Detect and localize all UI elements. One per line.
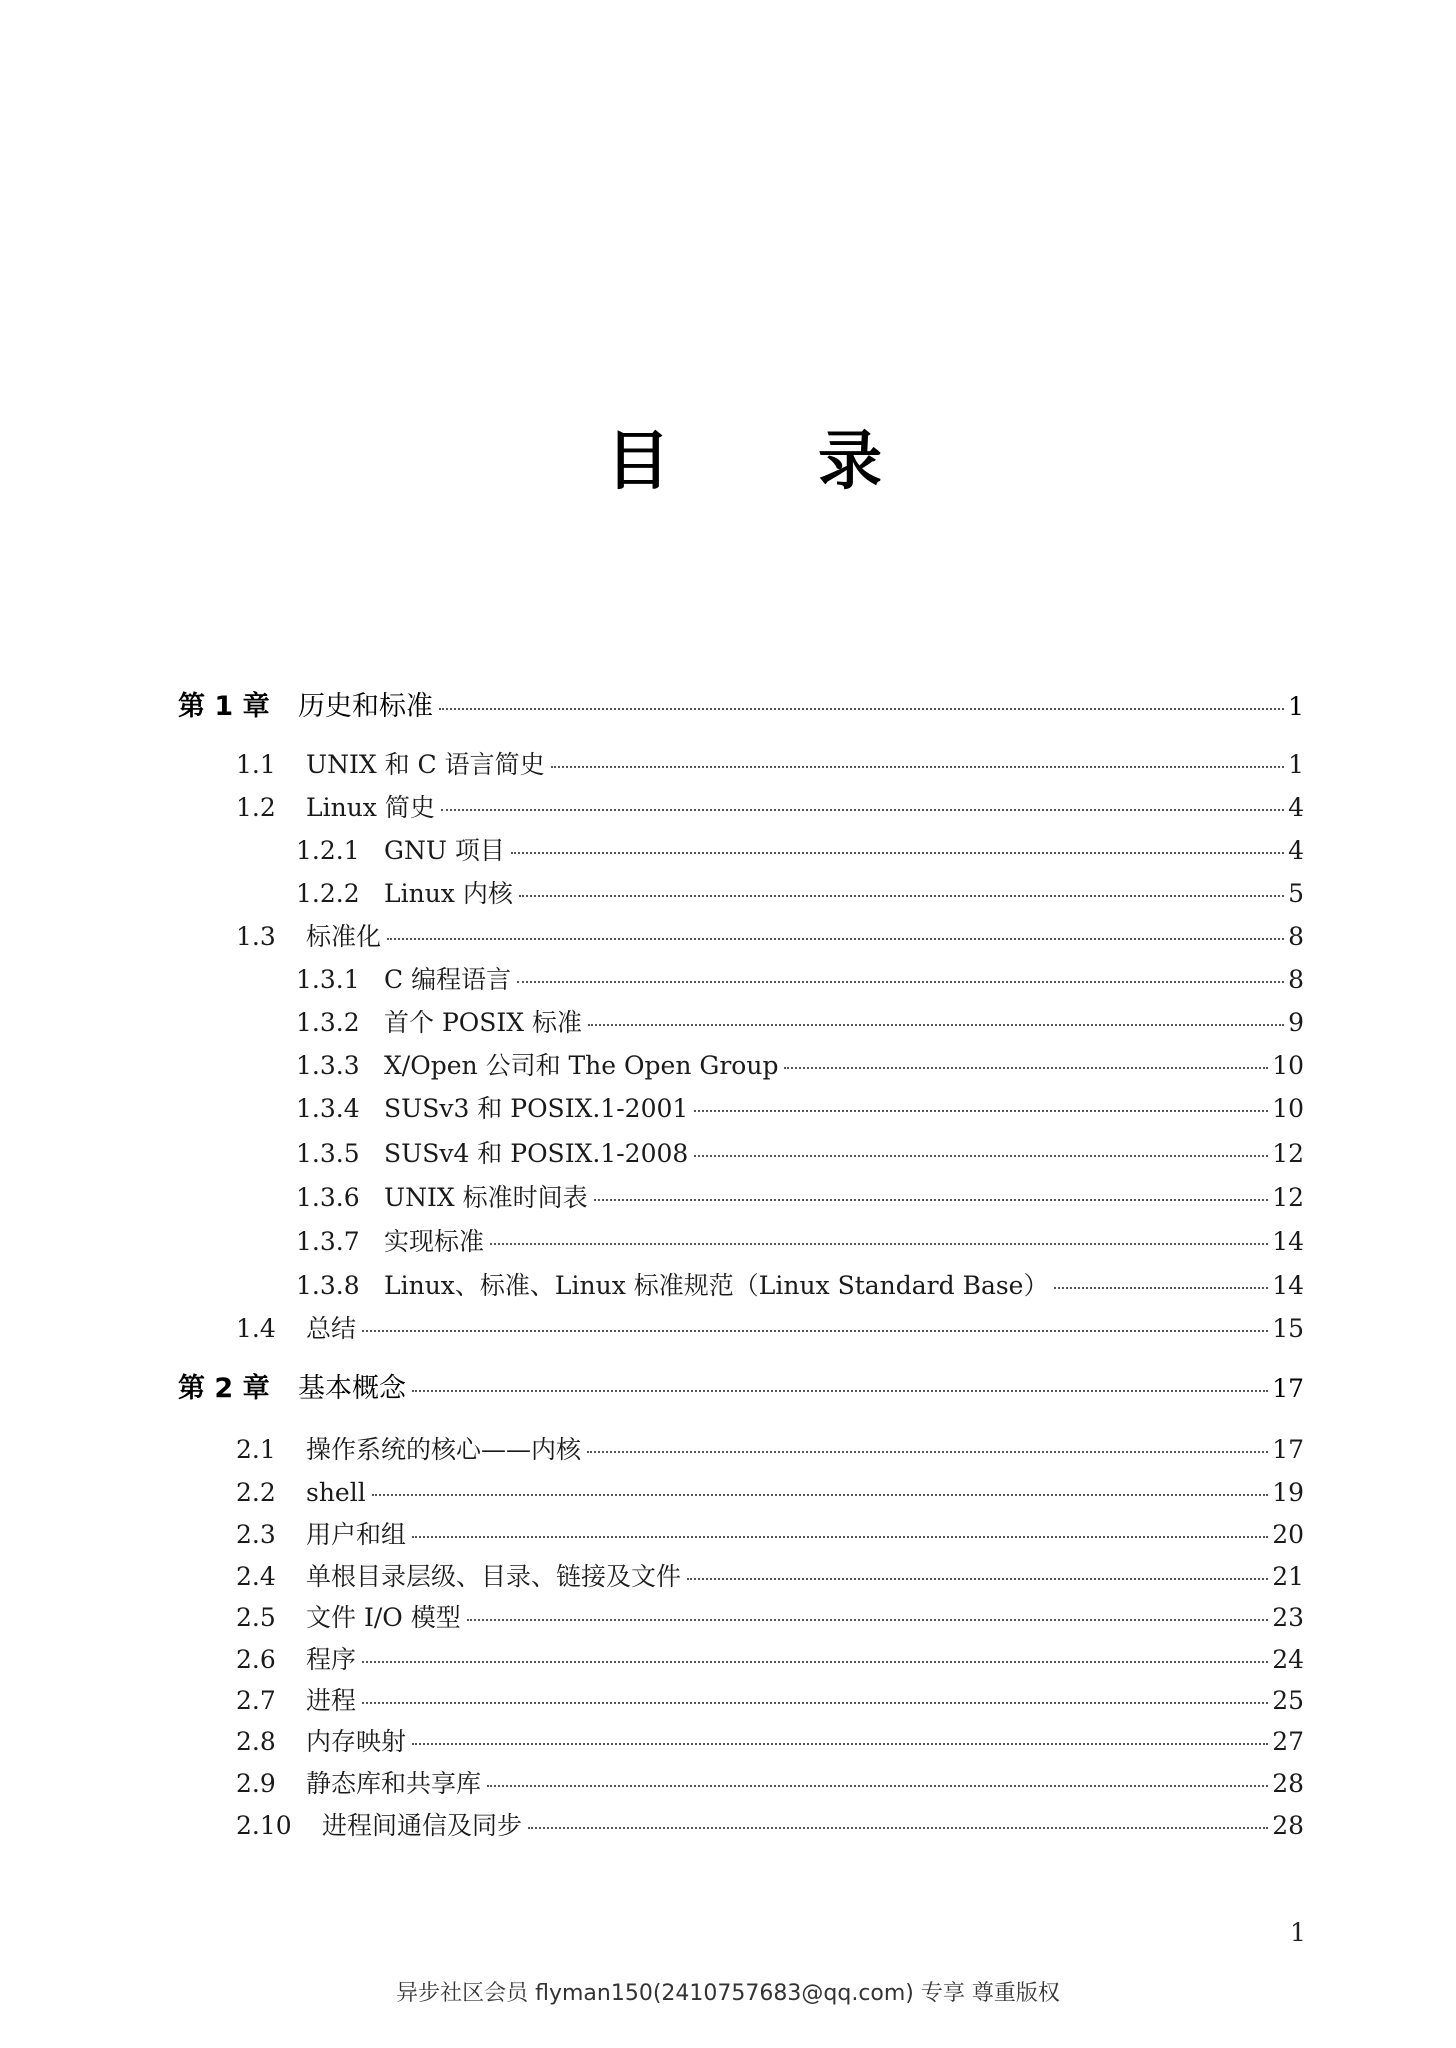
toc-chapter-row (178, 1369, 1304, 1409)
dot-leader (687, 1578, 1268, 1580)
dot-leader (490, 1243, 1268, 1245)
toc-entry-title: 实现标准 (384, 1227, 485, 1256)
toc-entry-number: 1.3.2 (296, 1008, 360, 1037)
toc-entry-title: GNU 项目 (384, 836, 505, 865)
toc-entry-number: 2.7 (236, 1686, 276, 1715)
toc-entry-title: Linux 内核 (384, 879, 513, 908)
toc-entry-title: shell (306, 1478, 366, 1507)
toc-entry-title: 文件 I/O 模型 (306, 1603, 461, 1632)
toc-entry-row (236, 745, 1304, 785)
toc-entry-title: SUSv3 和 POSIX.1-2001 (384, 1094, 689, 1123)
toc-entry-row (236, 1557, 1304, 1597)
toc-page-number: 14 (1272, 1271, 1304, 1300)
toc-entry-row (236, 1473, 1304, 1513)
toc-entry-row (296, 1003, 1304, 1043)
toc-entry-number: 2.10 (236, 1811, 292, 1840)
toc-page-number: 4 (1288, 793, 1304, 822)
toc-page-number: 28 (1272, 1769, 1304, 1798)
toc-entry-title: C 编程语言 (384, 965, 512, 994)
toc-entry-title: 静态库和共享库 (306, 1769, 482, 1798)
toc-entry-number: 第 2 章 (178, 1373, 270, 1404)
toc-entry-title: Linux 简史 (306, 793, 435, 822)
toc-entry-number: 1.3.6 (296, 1183, 360, 1212)
toc-entry-number: 2.1 (236, 1435, 276, 1464)
toc-entry-title: UNIX 标准时间表 (384, 1183, 588, 1212)
dot-leader (412, 1536, 1268, 1538)
dot-leader (694, 1155, 1268, 1157)
dot-leader (519, 895, 1284, 897)
toc-entry-title: 进程 (306, 1686, 357, 1715)
toc-page-number: 8 (1288, 922, 1304, 951)
toc-entry-row (236, 1309, 1304, 1349)
toc-entry-row (236, 1681, 1304, 1721)
table-of-contents (0, 687, 1456, 1887)
dot-leader (517, 981, 1284, 983)
toc-page-number: 24 (1272, 1645, 1304, 1674)
toc-entry-number: 1.3.1 (296, 965, 360, 994)
toc-page-number: 9 (1288, 1008, 1304, 1037)
dot-leader (694, 1110, 1268, 1112)
dot-leader (528, 1827, 1268, 1829)
toc-entry-title: 内存映射 (306, 1727, 407, 1756)
dot-leader (372, 1494, 1268, 1496)
toc-entry-title: 单根目录层级、目录、链接及文件 (306, 1562, 682, 1591)
toc-entry-title: 基本概念 (298, 1373, 406, 1404)
toc-page-number: 19 (1272, 1478, 1304, 1507)
toc-entry-number: 1.3.3 (296, 1051, 360, 1080)
toc-page-number: 20 (1272, 1520, 1304, 1549)
toc-entry-row (236, 1806, 1304, 1846)
title-char-2: 录 (818, 425, 882, 499)
toc-entry-number: 第 1 章 (178, 691, 270, 722)
toc-entry-row (296, 960, 1304, 1000)
toc-entry-row (296, 1134, 1304, 1174)
toc-entry-number: 2.5 (236, 1603, 276, 1632)
toc-entry-number: 2.9 (236, 1769, 276, 1798)
toc-entry-number: 1.3.8 (296, 1271, 360, 1300)
toc-page-number: 12 (1272, 1183, 1304, 1212)
dot-leader (467, 1619, 1268, 1621)
toc-page-number: 23 (1272, 1603, 1304, 1632)
watermark-text: 异步社区会员 flyman150(2410757683@qq.com) 专享 尊重版权 (396, 1981, 1060, 2006)
toc-entry-title: 标准化 (306, 922, 382, 951)
toc-entry-number: 2.6 (236, 1645, 276, 1674)
toc-page-number: 8 (1288, 965, 1304, 994)
toc-entry-number: 1.2 (236, 793, 276, 822)
toc-entry-number: 1.3 (236, 922, 276, 951)
toc-page-number: 5 (1288, 879, 1304, 908)
toc-page-number: 10 (1272, 1051, 1304, 1080)
toc-entry-number: 2.4 (236, 1562, 276, 1591)
toc-page-number: 4 (1288, 836, 1304, 865)
toc-entry-title: X/Open 公司和 The Open Group (384, 1051, 779, 1080)
toc-entry-title: 总结 (306, 1314, 357, 1343)
toc-page-number: 17 (1272, 1374, 1304, 1403)
toc-page-number: 17 (1272, 1435, 1304, 1464)
toc-entry-title: 程序 (306, 1645, 357, 1674)
toc-entry-title: 进程间通信及同步 (322, 1811, 523, 1840)
toc-entry-title: 历史和标准 (298, 691, 433, 722)
toc-entry-row (296, 1089, 1304, 1129)
dot-leader (551, 766, 1285, 768)
dot-leader (588, 1024, 1284, 1026)
toc-entry-title: Linux、标准、Linux 标准规范（Linux Standard Base） (384, 1271, 1049, 1300)
page-number: 1 (1290, 1918, 1306, 1947)
dot-leader (594, 1199, 1269, 1201)
dot-leader (387, 938, 1284, 940)
dot-leader (362, 1702, 1268, 1704)
toc-page-number: 12 (1272, 1139, 1304, 1168)
toc-page-number: 21 (1272, 1562, 1304, 1591)
dot-leader (412, 1743, 1268, 1745)
toc-entry-row (236, 917, 1304, 957)
toc-entry-title: SUSv4 和 POSIX.1-2008 (384, 1139, 689, 1168)
dot-leader (362, 1661, 1268, 1663)
toc-entry-number: 1.2.1 (296, 836, 360, 865)
toc-entry-number: 1.3.4 (296, 1094, 360, 1123)
toc-entry-row (296, 831, 1304, 871)
toc-page-number: 15 (1272, 1314, 1304, 1343)
dot-leader (511, 852, 1284, 854)
dot-leader (439, 708, 1284, 710)
toc-entry-number: 1.4 (236, 1314, 276, 1343)
toc-page-number: 25 (1272, 1686, 1304, 1715)
dot-leader (487, 1785, 1268, 1787)
toc-entry-number: 2.8 (236, 1727, 276, 1756)
toc-entry-row (236, 1722, 1304, 1762)
toc-entry-row (236, 1598, 1304, 1638)
toc-entry-row (296, 1222, 1304, 1262)
toc-page-number: 28 (1272, 1811, 1304, 1840)
toc-entry-row (296, 1266, 1304, 1306)
dot-leader (412, 1390, 1268, 1392)
dot-leader (441, 809, 1284, 811)
toc-entry-title: UNIX 和 C 语言简史 (306, 750, 545, 779)
toc-page-number: 10 (1272, 1094, 1304, 1123)
toc-chapter-row (178, 687, 1304, 727)
toc-entry-number: 1.3.7 (296, 1227, 360, 1256)
toc-page-number: 1 (1288, 750, 1304, 779)
dot-leader (1054, 1287, 1268, 1289)
toc-entry-row (296, 874, 1304, 914)
toc-entry-number: 1.1 (236, 750, 276, 779)
toc-entry-title: 操作系统的核心——内核 (306, 1435, 582, 1464)
toc-entry-number: 1.3.5 (296, 1139, 360, 1168)
toc-entry-row (236, 1515, 1304, 1555)
toc-entry-number: 1.2.2 (296, 879, 360, 908)
toc-entry-row (236, 1430, 1304, 1470)
toc-entry-title: 首个 POSIX 标准 (384, 1008, 583, 1037)
toc-page-number: 1 (1288, 692, 1304, 721)
title-char-1: 目 (606, 425, 670, 499)
toc-entry-number: 2.3 (236, 1520, 276, 1549)
dot-leader (784, 1067, 1268, 1069)
toc-entry-row (296, 1178, 1304, 1218)
toc-entry-title: 用户和组 (306, 1520, 407, 1549)
toc-entry-row (236, 1640, 1304, 1680)
dot-leader (587, 1451, 1268, 1453)
toc-entry-row (236, 1764, 1304, 1804)
toc-entry-number: 2.2 (236, 1478, 276, 1507)
toc-entry-row (296, 1046, 1304, 1086)
dot-leader (362, 1330, 1268, 1332)
toc-page-number: 27 (1272, 1727, 1304, 1756)
page-title (0, 410, 1456, 500)
toc-entry-row (236, 788, 1304, 828)
toc-page-number: 14 (1272, 1227, 1304, 1256)
